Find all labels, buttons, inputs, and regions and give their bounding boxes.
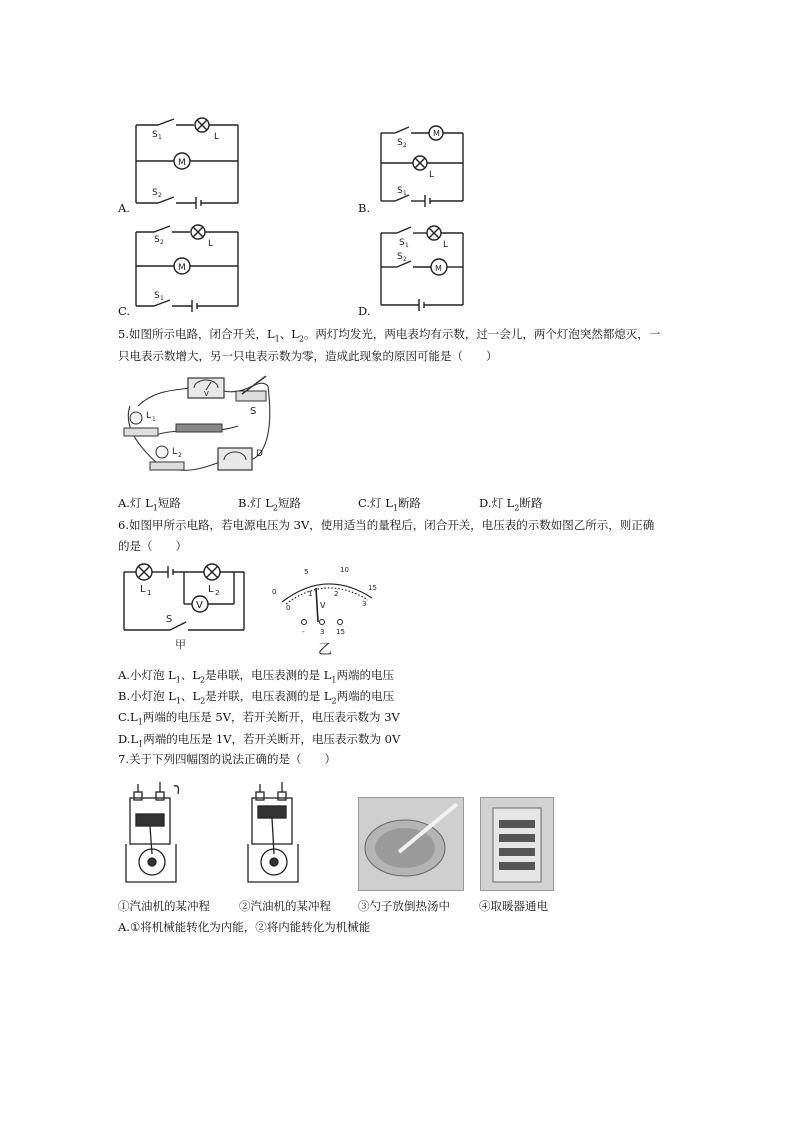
- svg-text:2: 2: [403, 142, 407, 149]
- svg-text:5: 5: [304, 568, 309, 576]
- q7-caption-3: ③勺子放倒热汤中: [358, 899, 450, 913]
- svg-text:15: 15: [336, 628, 345, 636]
- q4-option-c: C.: [118, 304, 131, 318]
- q6-voltmeter-yi: [268, 560, 388, 660]
- engine-stroke-1-image: [118, 780, 188, 892]
- q7-caption-1: ①汽油机的某冲程: [118, 899, 210, 913]
- electric-heater-photo: [480, 797, 554, 891]
- svg-text:S: S: [397, 138, 403, 148]
- q4-option-a: A.: [118, 201, 130, 215]
- q5-question-line2: 只电表示数增大，另一只电表示数为零，造成此现象的原因可能是（ ）: [118, 349, 498, 363]
- svg-text:2: 2: [160, 239, 164, 246]
- q4-circuit-a: [130, 115, 250, 210]
- q4-circuit-d: [375, 225, 475, 315]
- q6-option-b: B.小灯泡 $L_1$、$L_2$是并联，电压表测的是 $L_2$两端的电压: [118, 689, 395, 706]
- svg-text:L: L: [172, 447, 178, 457]
- q7-question: 7.关于下列四幅图的说法正确的是（ ）: [118, 752, 336, 766]
- svg-text:V: V: [204, 390, 209, 398]
- svg-text:L: L: [208, 239, 214, 249]
- svg-text:2: 2: [215, 589, 220, 597]
- svg-text:2: 2: [178, 452, 182, 459]
- svg-text:-: -: [302, 628, 305, 636]
- svg-text:L: L: [443, 240, 449, 250]
- svg-text:L: L: [214, 132, 220, 142]
- svg-text:D: D: [256, 449, 263, 459]
- svg-text:1: 1: [403, 190, 407, 197]
- svg-text:S: S: [154, 235, 160, 245]
- svg-text:2: 2: [158, 192, 162, 199]
- q7-option-a: A.①将机械能转化为内能，②将内能转化为机械能: [118, 920, 371, 934]
- q6-option-a: A.小灯泡 $L_1$、$L_2$是串联，电压表测的是 $L_1$两端的电压: [118, 668, 394, 685]
- svg-text:1: 1: [147, 589, 152, 597]
- svg-text:S: S: [399, 238, 405, 248]
- svg-text:乙: 乙: [318, 642, 332, 658]
- q7-caption-4: ④取暖器通电: [479, 899, 548, 913]
- q4-option-b: B.: [358, 201, 371, 215]
- svg-text:1: 1: [308, 590, 313, 598]
- svg-text:S: S: [152, 188, 158, 198]
- svg-text:S: S: [250, 406, 257, 417]
- svg-text:1: 1: [158, 134, 162, 141]
- q6-question-line1: 6.如图甲所示电路，若电源电压为 3V，使用适当的量程后，闭合开关，电压表的示数如图乙所示，则正确: [118, 518, 655, 532]
- svg-text:1: 1: [405, 242, 409, 249]
- svg-text:甲: 甲: [175, 638, 186, 651]
- svg-text:3: 3: [320, 628, 325, 636]
- q5-question-line1: 5.如图所示电路，闭合开关，$L_1$、$L_2$。两灯均发光，两电表均有示数，过一会儿，两个灯泡突然都熄灭，一: [118, 327, 661, 344]
- motor-label: M: [178, 158, 186, 168]
- svg-text:M: M: [433, 129, 440, 138]
- svg-text:V: V: [196, 600, 203, 611]
- svg-text:1: 1: [160, 295, 164, 302]
- q6-question-line2: 的是（ ）: [118, 539, 187, 553]
- q6-option-d: $D.L_1$两端的电压是 1V，若开关断开，电压表示数为 0V: [118, 732, 401, 749]
- q5-option-c: C.灯 $L_1$断路: [358, 496, 421, 513]
- svg-text:L: L: [140, 584, 146, 595]
- svg-text:2: 2: [403, 256, 407, 263]
- svg-text:1: 1: [152, 416, 156, 423]
- q6-option-c: $C.L_1$两端的电压是 5V，若开关断开，电压表示数为 3V: [118, 710, 400, 727]
- q5-option-b: B.灯 $L_2$短路: [238, 496, 301, 513]
- svg-text:M: M: [435, 264, 442, 273]
- q5-physical-circuit: [118, 366, 278, 486]
- q5-option-d: D.灯 $L_2$断路: [479, 496, 543, 513]
- svg-text:10: 10: [340, 566, 349, 574]
- svg-text:15: 15: [368, 584, 377, 592]
- q5-option-a: A.灯 $L_1$短路: [118, 496, 181, 513]
- svg-text:S: S: [154, 291, 160, 301]
- svg-text:S: S: [166, 614, 173, 625]
- svg-text:2: 2: [334, 590, 339, 598]
- svg-text:L: L: [146, 411, 152, 421]
- svg-text:3: 3: [362, 600, 367, 608]
- svg-text:L: L: [429, 170, 435, 180]
- svg-text:S: S: [397, 186, 403, 196]
- svg-text:S: S: [397, 252, 403, 262]
- engine-stroke-2-image: [240, 780, 310, 892]
- q4-option-d: D.: [358, 304, 371, 318]
- q6-circuit-jia: [118, 560, 253, 655]
- q7-caption-2: ②汽油机的某冲程: [239, 899, 331, 913]
- spoon-in-hot-soup-photo: [358, 797, 464, 891]
- svg-text:S: S: [152, 130, 158, 140]
- q4-circuit-c: [130, 222, 250, 314]
- svg-text:0: 0: [286, 604, 291, 612]
- svg-text:M: M: [178, 263, 186, 273]
- q4-circuit-b: [375, 125, 475, 210]
- svg-text:V: V: [320, 601, 326, 610]
- svg-text:0: 0: [272, 588, 277, 596]
- svg-text:L: L: [208, 584, 214, 595]
